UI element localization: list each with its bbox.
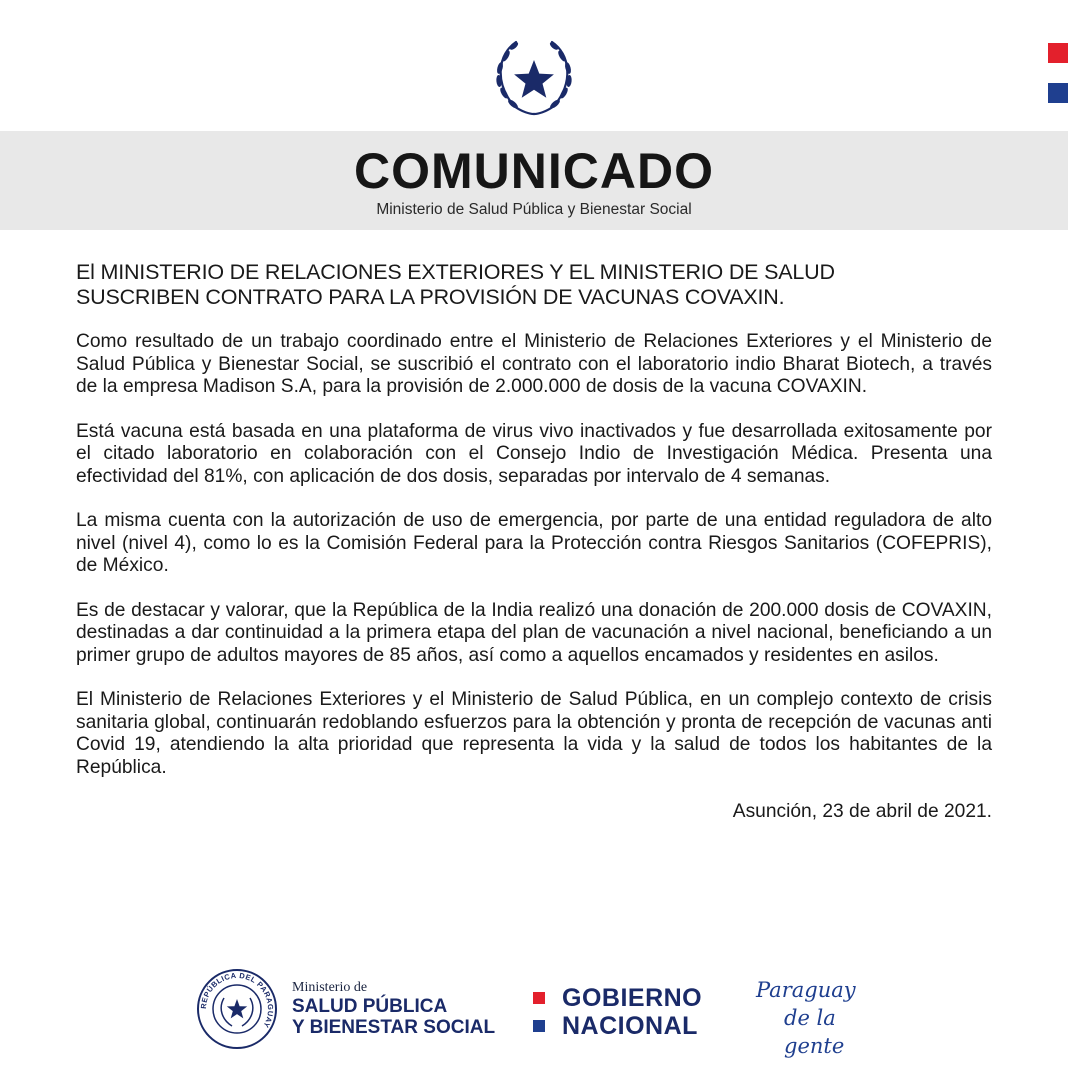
red-square-icon	[533, 992, 545, 1004]
ministry-logo-text	[292, 980, 495, 1038]
gobierno-nacional-logo	[533, 984, 702, 1040]
paragraph-5: El Ministerio de Relaciones Exteriores y el Ministerio de Salud Pública, en un complejo contexto de crisis sanitaria global, continuarán redoblando esfuerzos para la obtención y pronta de recepción de vacunas anti Covid 19, atendiendo la alta prioridad que representa la vida y la salud de todos los habitantes de la República.	[76, 689, 992, 778]
republica-seal-icon	[196, 968, 278, 1050]
footer-logos	[0, 960, 1068, 1060]
ministry-small-label: Ministerio de	[292, 980, 368, 995]
flag-stripe-blue	[1048, 83, 1068, 103]
slogan-line-2: de la gente	[784, 1006, 845, 1058]
paragraph-1: Como resultado de un trabajo coordinado entre el Ministerio de Relaciones Exteriores y el Ministerio de Salud Pública y Bienestar Social, se suscribió el contrato con el laboratorio indio Bharat Biotech, a través de la empresa Madison S.A, para la provisión de 2.000.000 de dosis de la vacuna COVAXIN.	[76, 331, 992, 397]
communique-body	[76, 260, 992, 824]
slogan-line-1: Paraguay	[756, 978, 856, 1002]
heading-line-1: El MINISTERIO DE RELACIONES EXTERIORES Y EL MINISTERIO DE SALUD	[76, 260, 835, 284]
paragraph-4: Es de destacar y valorar, que la República de la India realizó una donación de 200.000 dosis de COVAXIN, destinadas a dar continuidad a la primera etapa del plan de vacunación a nivel nacional, beneficiando a un primer grupo de adultos mayores de 85 años, así como a aquellos encamados y residentes en asilos.	[76, 599, 992, 666]
communique-heading	[76, 260, 992, 310]
gobierno-label: GOBIERNO	[562, 983, 703, 1012]
ministry-name-line-1: SALUD PÚBLICA	[292, 996, 448, 1017]
page-subtitle: Ministerio de Salud Pública y Bienestar Social	[376, 201, 692, 218]
nacional-label: NACIONAL	[562, 1011, 698, 1040]
document-date: Asunción, 23 de abril de 2021.	[732, 801, 992, 822]
heading-line-2: SUSCRIBEN CONTRATO PARA LA PROVISIÓN DE VACUNAS COVAXIN.	[76, 285, 785, 309]
ministry-name-line-2: Y BIENESTAR SOCIAL	[292, 1017, 496, 1038]
seal-lettering: REPÚBLICA DEL PARAGUAY	[198, 970, 276, 1030]
paragraph-2: Está vacuna está basada en una plataforma de virus vivo inactivados y fue desarrollada exitosamente por el citado laboratorio en colaboración con el Consejo Indio de Investigación Médica. Presenta una efectividad del 81%, con aplicación de dos dosis, separadas por intervalo de 4 semanas.	[76, 420, 992, 487]
flag-stripe-red	[1048, 43, 1068, 63]
paragraph-3: La misma cuenta con la autorización de uso de emergencia, por parte de una entidad reguladora de alto nivel (nivel 4), como lo es la Comisión Federal para la Protección contra Riesgos Sanitarios (COFEPRIS), de México.	[76, 510, 992, 576]
paraguay-de-la-gente-logo	[756, 976, 896, 1060]
star-laurel-seal-icon	[486, 30, 582, 118]
page-title: COMUNICADO	[354, 143, 714, 199]
blue-square-icon	[533, 1020, 545, 1032]
